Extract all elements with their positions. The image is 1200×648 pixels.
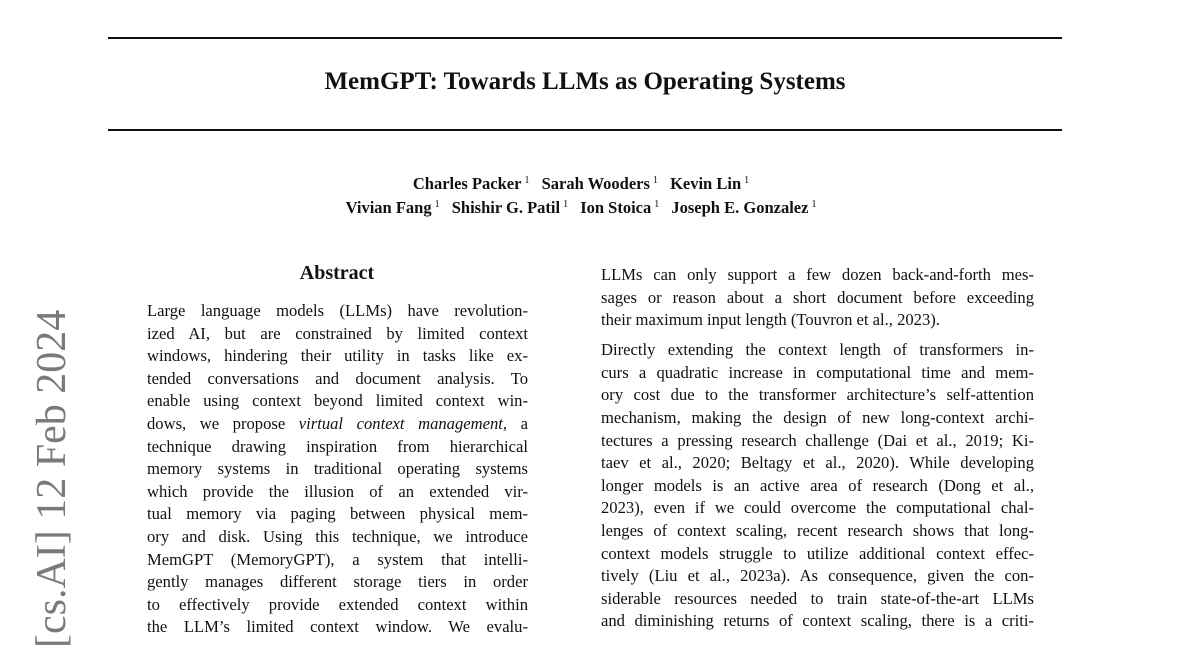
text-line <box>147 413 528 436</box>
text-line: gently manages different storage tiers in order <box>147 572 528 592</box>
text-line: MemGPT (MemoryGPT), a system that intelli- <box>147 549 528 569</box>
introduction-body <box>601 264 1034 633</box>
arxiv-stamp: [cs.AI] 12 Feb 2024 <box>29 309 75 648</box>
author-name: Charles Packer <box>412 174 522 193</box>
text-line: sages or reason about a short document before exceeding <box>601 287 1034 307</box>
text-line: curs a quadratic increase in computational time and mem- <box>601 362 1034 382</box>
author-affiliation: 1 <box>524 174 530 186</box>
text-segment: , a <box>502 413 528 433</box>
text-line: their maximum input length (Touvron et al., 2023). <box>601 310 940 330</box>
text-line: tended conversations and document analysis. To <box>147 368 528 388</box>
text-line: 2023), even if we could overcome the computational chal- <box>601 498 1034 518</box>
text-line: the LLM’s limited context window. We evalu- <box>147 617 528 637</box>
text-line: siderable resources needed to train state-of-the-art LLMs <box>601 588 1034 608</box>
text-line: and diminishing returns of context scaling, there is a criti- <box>601 611 1034 631</box>
author-row-1 <box>0 174 1170 194</box>
text-line: lenges of context scaling, recent research shows that long- <box>601 521 1034 541</box>
text-line: memory systems in traditional operating systems <box>147 459 528 479</box>
text-line: to effectively provide extended context within <box>147 594 528 614</box>
abstract-heading: Abstract <box>299 262 375 284</box>
text-line: windows, hindering their utility in tasks like ex- <box>147 346 528 366</box>
author-name: Shishir G. Patil <box>451 198 561 217</box>
author-name: Joseph E. Gonzalez <box>671 198 809 217</box>
emphasized-text: virtual context management <box>298 413 503 433</box>
text-line: ory and disk. Using this technique, we introduce <box>147 526 528 546</box>
title-top-rule <box>108 37 1062 39</box>
text-line: ory cost due to the transformer architecture’s self-attention <box>601 385 1034 405</box>
paper-title: MemGPT: Towards LLMs as Operating Systems <box>324 68 846 95</box>
author-affiliation: 1 <box>811 198 817 210</box>
text-line: tively (Liu et al., 2023a). As consequence, given the con- <box>601 566 1034 586</box>
text-line: Directly extending the context length of transformers in- <box>601 340 1034 360</box>
author-affiliation: 1 <box>654 198 660 210</box>
text-line: LLMs can only support a few dozen back-and-forth mes- <box>601 265 1034 284</box>
author-affiliation: 1 <box>563 198 569 210</box>
text-segment: dows, we propose <box>147 413 299 433</box>
author-name: Sarah Wooders <box>541 174 650 193</box>
text-line: enable using context beyond limited context win- <box>147 391 528 411</box>
text-line: context models struggle to utilize additional context effec- <box>601 543 1034 563</box>
title-bottom-rule <box>108 129 1062 131</box>
text-line: tual memory via paging between physical mem- <box>147 504 528 524</box>
author-name: Vivian Fang <box>345 198 432 217</box>
author-name: Kevin Lin <box>670 174 742 193</box>
author-affiliation: 1 <box>652 174 658 186</box>
author-affiliation: 1 <box>434 198 440 210</box>
text-line: longer models is an active area of research (Dong et al., <box>601 475 1034 495</box>
text-line: mechanism, making the design of new long-context archi- <box>601 408 1034 428</box>
paragraph-gap <box>601 332 1034 340</box>
abstract-body <box>147 300 528 639</box>
author-name: Ion Stoica <box>580 198 652 217</box>
text-line: technique drawing inspiration from hierarchical <box>147 436 528 456</box>
author-affiliation: 1 <box>744 174 750 186</box>
text-line: Large language models (LLMs) have revolution- <box>147 301 528 320</box>
text-line: ized AI, but are constrained by limited context <box>147 323 528 343</box>
text-line: taev et al., 2020; Beltagy et al., 2020). While developing <box>601 453 1034 473</box>
text-line: tectures a pressing research challenge (Dai et al., 2019; Ki- <box>601 430 1034 450</box>
author-row-2 <box>0 198 1170 218</box>
text-line: which provide the illusion of an extended vir- <box>147 481 528 501</box>
